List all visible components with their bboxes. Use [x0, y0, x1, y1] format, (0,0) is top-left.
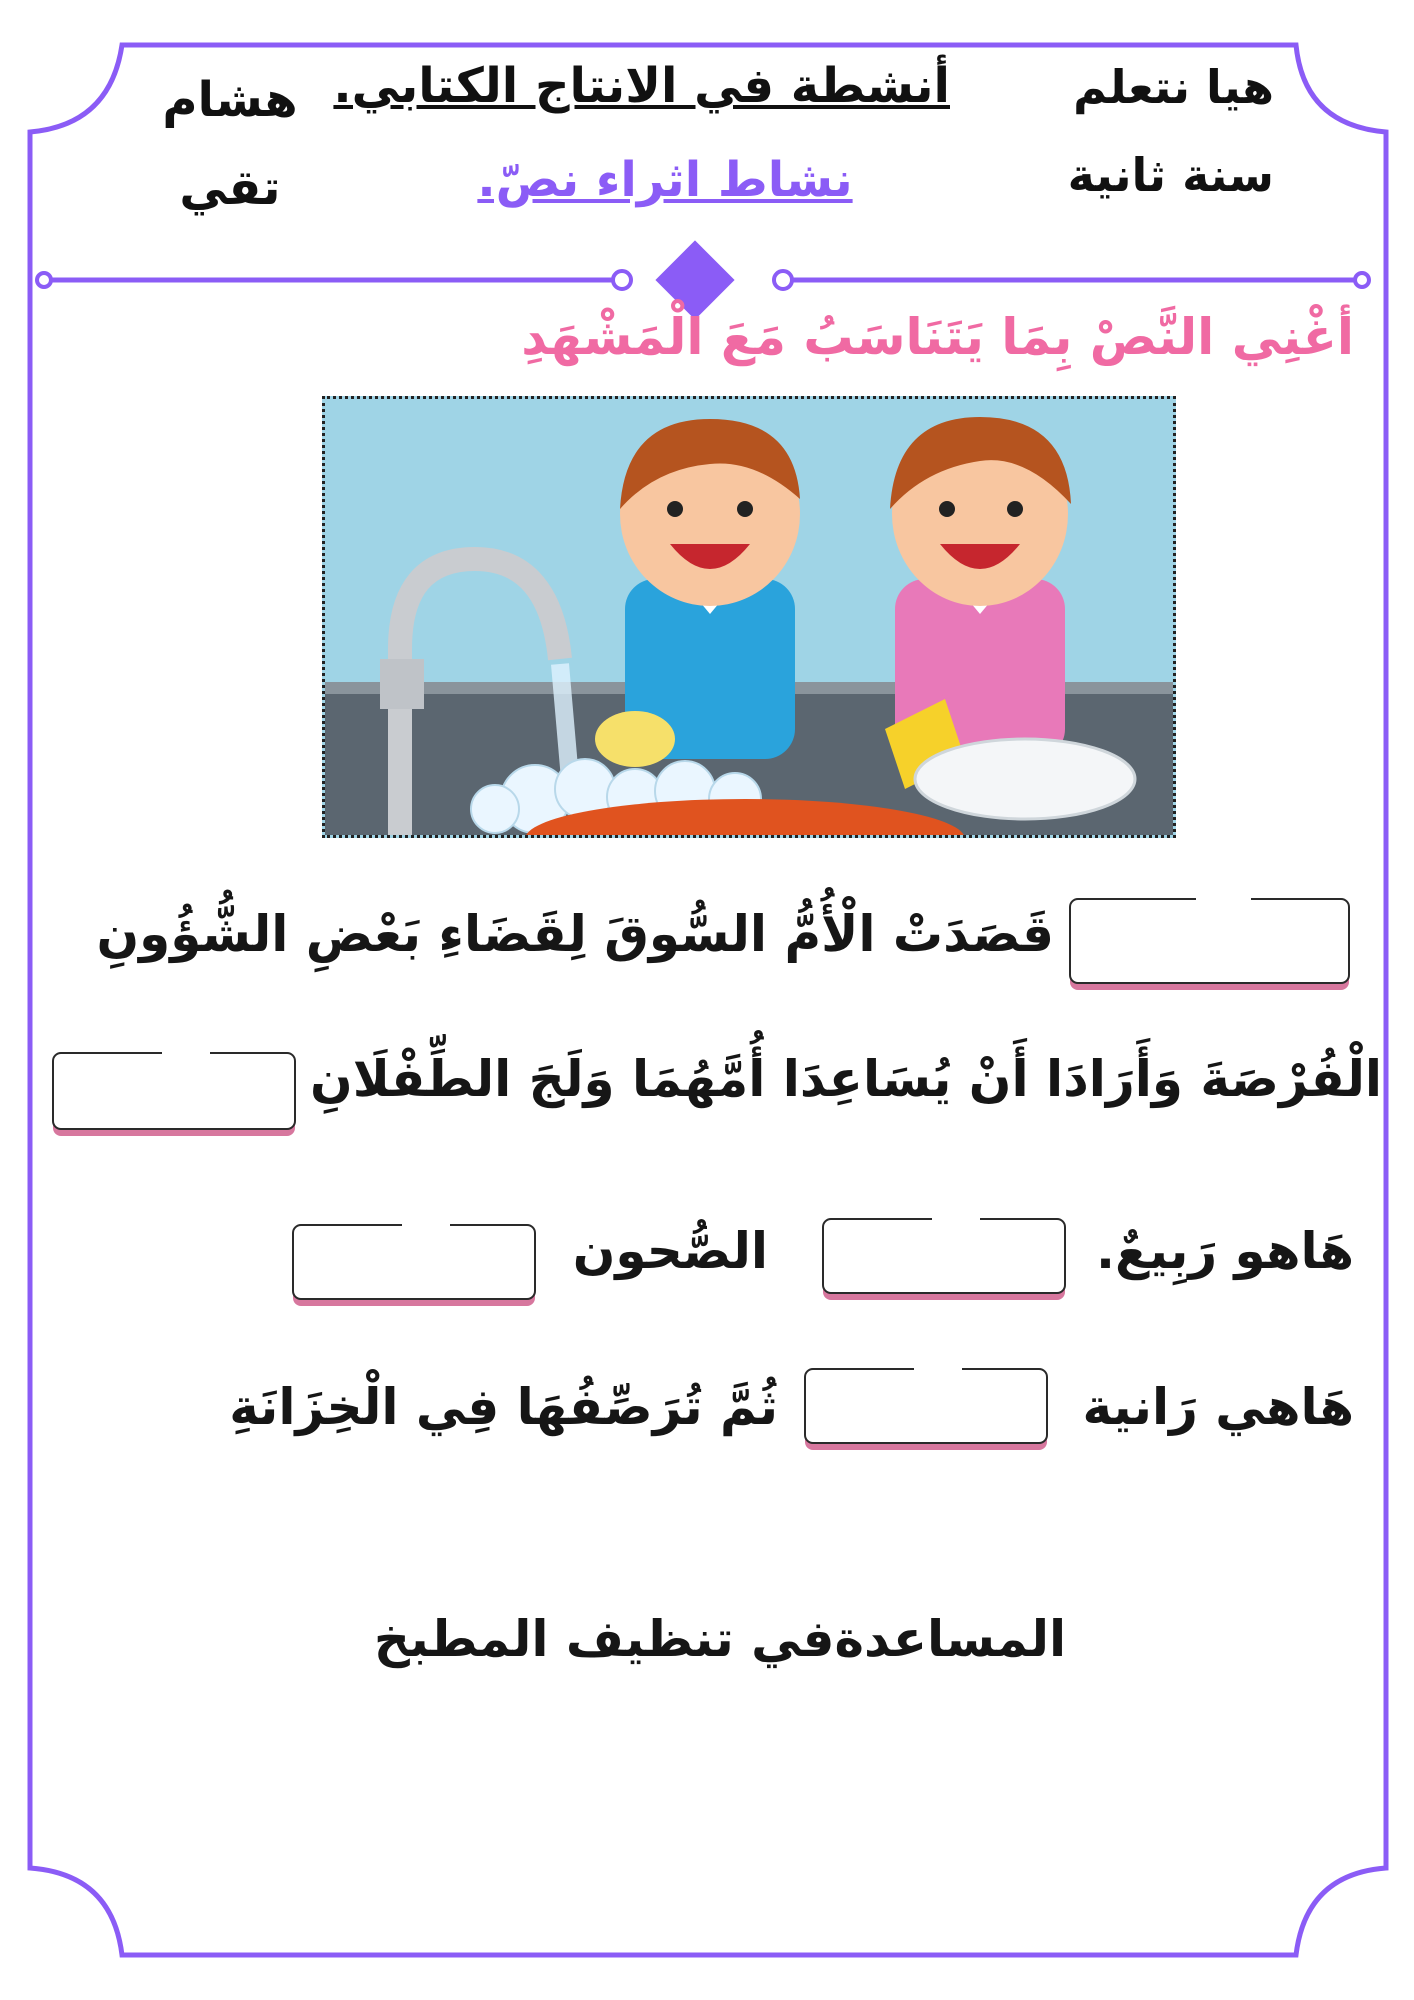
author-line-2: تقي — [179, 160, 281, 216]
text-line-4-start: هَاهي رَانية — [1082, 1378, 1354, 1436]
answer-blank-3[interactable] — [822, 1218, 1066, 1294]
answer-blank-1[interactable] — [1069, 898, 1350, 984]
text-line-1: قَصَدَتْ الْأُمُّ السُّوقَ لِقَضَاءِ بَعْضِ الشُّؤُونِ — [96, 905, 1054, 963]
page-title: أنشطة في الانتاج الكتابي. — [333, 58, 950, 114]
instruction: أغْنِي النَّصْ بِمَا يَتَنَاسَبُ مَعَ الْمَشْهَدِ — [521, 308, 1354, 366]
text-line-4-end: ثُمَّ تُرَصِّفُهَا فِي الْخِزَانَةِ — [229, 1378, 778, 1436]
kitchen-illustration — [322, 396, 1176, 838]
answer-phrase: المساعدةفي تنظيف المطبخ — [373, 1610, 1067, 1668]
answer-blank-4[interactable] — [292, 1224, 536, 1300]
page-subtitle: نشاط اثراء نصّ. — [477, 152, 853, 208]
text-line-3-end: الصُّحون — [572, 1222, 768, 1280]
author-line-1: هشام — [162, 72, 298, 128]
answer-blank-2[interactable] — [52, 1052, 296, 1130]
brand-line-2: سنة ثانية — [1067, 148, 1274, 202]
text-line-3-start: هَاهو رَبِيعٌ. — [1096, 1222, 1354, 1280]
answer-blank-5[interactable] — [804, 1368, 1048, 1444]
text-line-2: الْفُرْصَةَ وَأَرَادَا أَنْ يُسَاعِدَا أُمَّهُمَا وَلَجَ الطِّفْلَانِ — [310, 1050, 1382, 1108]
brand-line-1: هيا نتعلم — [1073, 60, 1274, 114]
